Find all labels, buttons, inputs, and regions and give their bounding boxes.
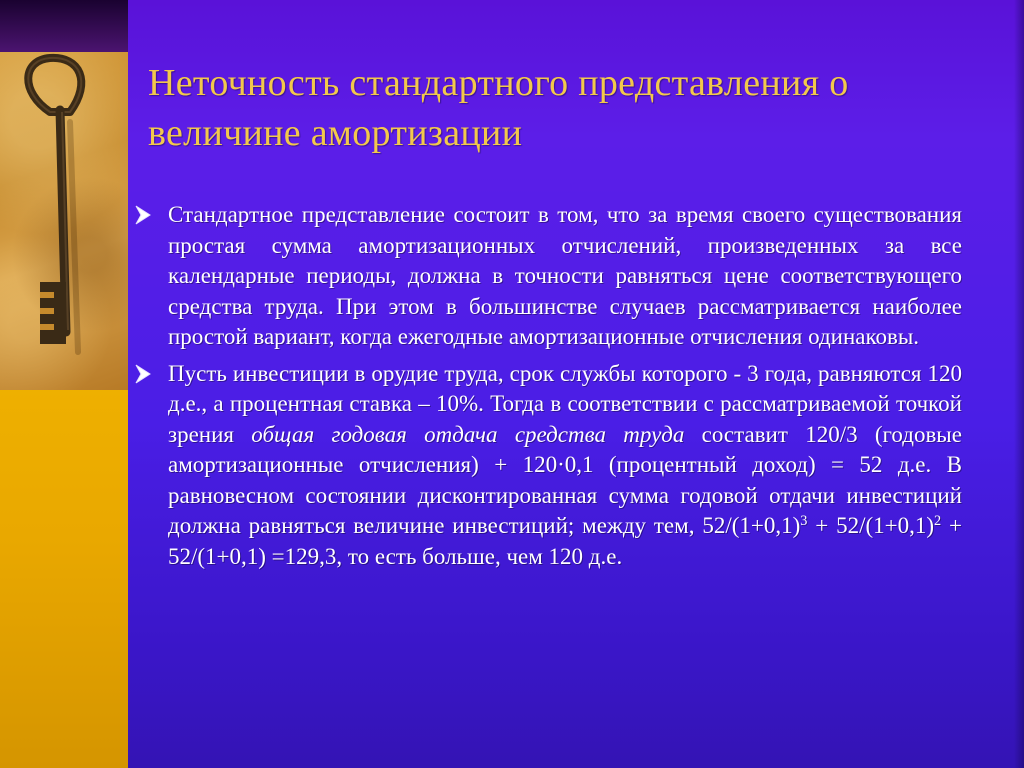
- bullet-text-part: + 52/(1+0,1) =129,3, то есть больше, чем 120 д.е.: [168, 513, 962, 569]
- bullet-item: [130, 200, 962, 353]
- exponent: 2: [934, 513, 942, 530]
- bullet-text: Стандартное представление состоит в том, что за время своего существования простая сумма амортизационных отчислений, произведенных за все календарные периоды, должна в точности равняться цене соответствующего средства труда. При этом в большинстве случаев рассматривается наиболее простой вариант, когда ежегодные амортизационные отчисления одинаковы.: [168, 202, 962, 349]
- old-key-image: [0, 52, 128, 390]
- bullet-text-part: Пусть инвестиции в орудие труда, срок службы которого - 3 года, равняются 120 д.е., а процентная ставка – 10%. Тогда в соответствии с рассматриваемой точкой зрения: [168, 360, 962, 447]
- exponent: 3: [800, 513, 808, 530]
- right-edge-decor: [1014, 0, 1024, 768]
- slide-body: [130, 200, 962, 572]
- left-decor-top: [0, 0, 128, 52]
- key-icon: [0, 52, 128, 390]
- arrowhead-bullet-icon: [132, 361, 154, 387]
- arrowhead-bullet-icon: [132, 202, 154, 228]
- bullet-italic-phrase: общая годовая отдача средства труда: [251, 421, 685, 447]
- slide-title: Неточность стандартного представления о величине амортизации: [148, 62, 849, 154]
- bullet-text-part: + 52/(1+0,1): [807, 513, 935, 538]
- bullet-item: [130, 359, 962, 573]
- bullet-text-part: составит 120/3 (годовые амортизационные отчисления) + 120·0,1 (процентный доход) = 52 д.е. В равновесном состоянии дисконтированная сумма годовой отдачи инвестиций должна равняться величине инвестиций; между тем, 52/(1+0,1): [168, 421, 962, 538]
